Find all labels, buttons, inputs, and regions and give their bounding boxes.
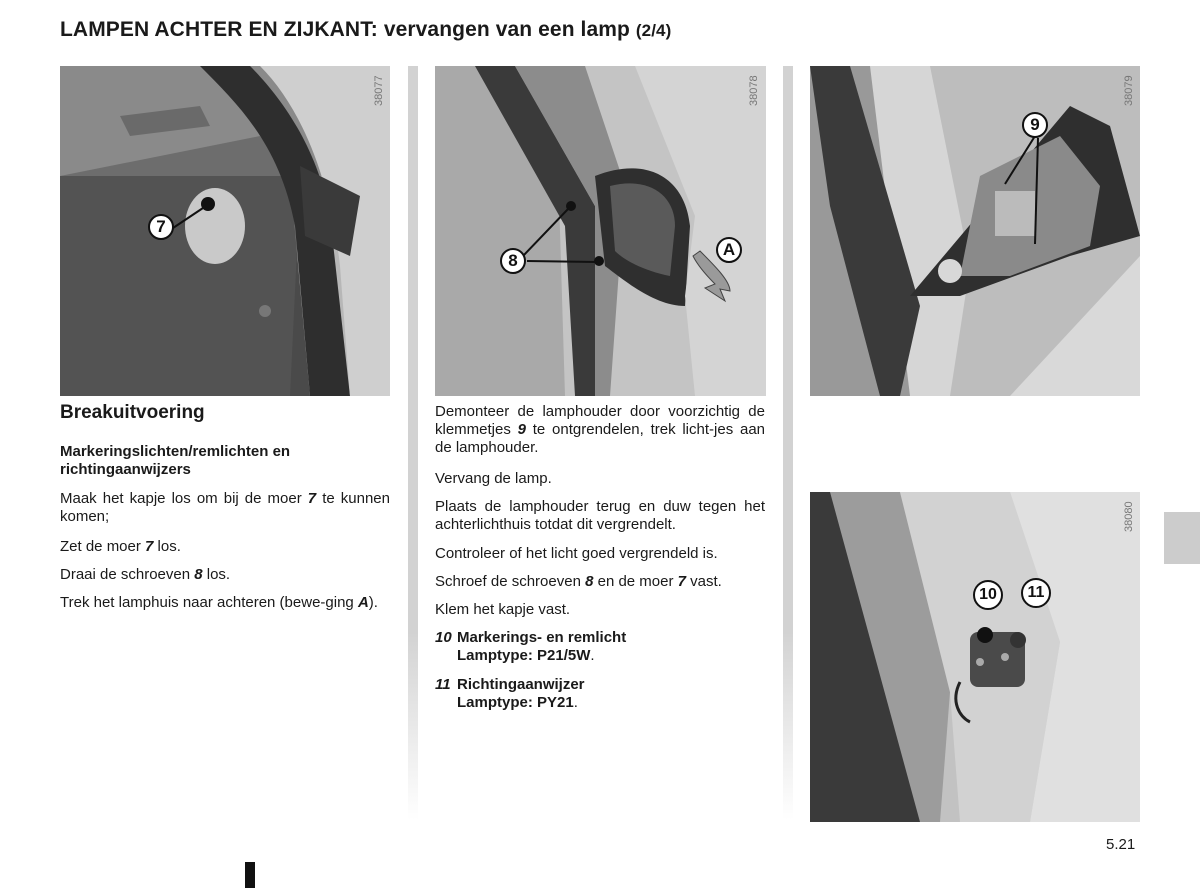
- instruction-text: te ontgrendelen, trek licht-jes aan de lamphouder.: [435, 421, 765, 456]
- instruction-7: Plaats de lamphouder terug en duw tegen het achterlichthuis totdat dit vergrendelt.: [435, 498, 765, 533]
- instruction-text: ).: [368, 594, 378, 611]
- instruction-text: en de moer: [593, 573, 678, 590]
- ref-screws: 8: [585, 573, 594, 590]
- item-lamptype: Lamptype: P21/5W: [457, 647, 591, 664]
- item-title: Richtingaanwijzer: [457, 676, 585, 693]
- callout-7: 7: [148, 214, 174, 240]
- item-lamptype: Lamptype: PY21: [457, 694, 574, 711]
- item-number: 11: [435, 676, 451, 693]
- instruction-4: [60, 594, 390, 612]
- photo-number: 38077: [373, 75, 385, 106]
- instruction-text: te kunnen komen;: [60, 490, 390, 525]
- chapter-tab: [1164, 512, 1200, 564]
- ref-nut: 7: [307, 490, 317, 507]
- ref-clips: 9: [517, 421, 526, 438]
- ref-movement: A: [357, 594, 369, 611]
- photo-number: 38079: [1123, 75, 1135, 106]
- photo-bulbs: [810, 492, 1140, 822]
- column-divider-1: [408, 66, 418, 820]
- instruction-6: Vervang de lamp.: [435, 470, 552, 487]
- instruction-1: [60, 490, 390, 526]
- instruction-10: Klem het kapje vast.: [435, 601, 571, 618]
- subsection-heading: Markeringslichten/remlichten en richtingaanwijzers: [60, 443, 291, 478]
- instruction-8: Controleer of het licht goed vergrendeld is.: [435, 545, 718, 562]
- instruction-3: [60, 566, 390, 584]
- photo-lamp-holder: [810, 66, 1140, 396]
- callout-8: 8: [500, 248, 526, 274]
- instruction-text: Demonteer de lamphouder door voorzichtig de klemmetjes: [435, 403, 765, 438]
- page-title: [60, 18, 671, 42]
- photo-number: 38078: [748, 75, 760, 106]
- bulb-item-11: [435, 676, 765, 712]
- callout-9: 9: [1022, 112, 1048, 138]
- title-part: (2/4): [635, 21, 672, 40]
- instruction-5: [435, 403, 765, 457]
- item-punct: .: [573, 694, 578, 711]
- instruction-9: [435, 573, 765, 591]
- instruction-text: Trek het lamphuis naar achteren (bewe-ging: [60, 594, 358, 611]
- instruction-text: los.: [202, 566, 231, 583]
- callout-10: 10: [973, 580, 1003, 610]
- photo-trunk-cover: [60, 66, 390, 396]
- item-title: Markerings- en remlicht: [457, 629, 627, 646]
- instruction-text: Zet de moer: [60, 538, 146, 555]
- ref-screws: 8: [194, 566, 203, 583]
- print-mark: [245, 862, 255, 888]
- photo-lamp-screws: [435, 66, 766, 396]
- instruction-2: [60, 538, 390, 556]
- callout-A: A: [716, 237, 742, 263]
- column-divider-2: [783, 66, 793, 820]
- instruction-text: Maak het kapje los om bij de moer: [60, 490, 308, 507]
- page-number: 5.21: [1106, 836, 1136, 853]
- instruction-text: Draai de schroeven: [60, 566, 195, 583]
- instruction-text: los.: [153, 538, 181, 555]
- section-heading: Breakuitvoering: [60, 402, 205, 423]
- title-main: LAMPEN ACHTER EN ZIJKANT: vervangen van een lamp: [60, 18, 630, 41]
- photo-number: 38080: [1123, 501, 1135, 532]
- item-punct: .: [590, 647, 595, 664]
- ref-nut: 7: [145, 538, 154, 555]
- item-number: 10: [435, 629, 452, 646]
- bulb-item-10: [435, 629, 765, 665]
- callout-11: 11: [1021, 578, 1051, 608]
- instruction-text: vast.: [686, 573, 722, 590]
- ref-nut: 7: [677, 573, 686, 590]
- instruction-text: Schroef de schroeven: [435, 573, 586, 590]
